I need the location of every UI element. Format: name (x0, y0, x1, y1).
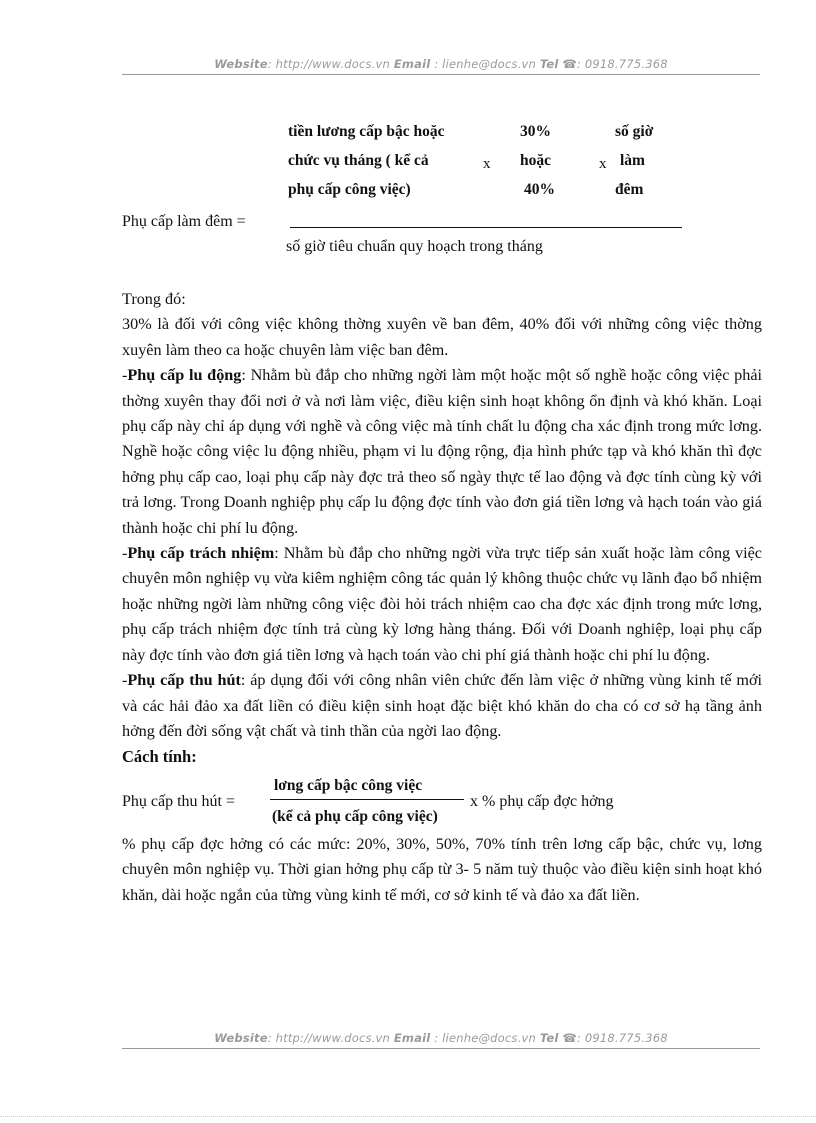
times-sign: x (483, 156, 491, 172)
formula1-col1-line3: phụ cấp công việc) (288, 181, 411, 198)
website-label: Website (214, 1031, 268, 1045)
attraction-allowance-formula (122, 770, 762, 832)
tel-value: : 0918.775.368 (576, 1031, 668, 1045)
formula2-suffix: x % phụ cấp đợc hởng (470, 792, 614, 810)
formula1-col1-line2: chức vụ tháng ( kể cả (288, 152, 429, 169)
fraction-bar (270, 799, 464, 800)
email-value[interactable]: : lienhe@docs.vn (434, 57, 536, 71)
paragraph: Trong đó: (122, 290, 186, 308)
fraction-bar (290, 227, 682, 228)
phone-icon: ☎ (562, 57, 577, 71)
times-sign: x (599, 156, 607, 172)
formula1-col2-line3: 40% (524, 181, 555, 198)
cach-tinh-heading: Cách tính: (122, 747, 197, 767)
section-heading: Phụ cấp trách nhiệm (127, 544, 275, 563)
website-value[interactable]: : http://www.docs.vn (267, 1031, 391, 1045)
email-label: Email (393, 1031, 431, 1045)
document-body (122, 287, 762, 908)
website-label: Website (214, 57, 268, 71)
tel-value: : 0918.775.368 (576, 57, 668, 71)
page-header (122, 57, 760, 71)
formula2-numerator: lơng cấp bậc công việc (274, 776, 423, 794)
paragraph: 30% là đối với công việc không thờng xuyên về ban đêm, 40% đối với những công việc thờng xuyên làm theo ca hoặc chuyên làm việc ban đêm. (122, 315, 762, 359)
paragraph: -Phụ cấp trách nhiệm: Nhằm bù đắp cho những ngời vừa trực tiếp sản xuất hoặc làm công việc chuyên môn nghiệp vụ vừa kiêm nghiệm công tác quản lý không thuộc chức vụ lãnh đạo bổ nhiệm hoặc những ngời làm những công việc đòi hỏi trách nhiệm cao cha đợc xác định trong mức lơng, phụ cấp trách nhiệm đợc tính trả cùng kỳ lơng hàng tháng. Đối với Doanh nghiệp, loại phụ cấp này đợc tính vào đơn giá tiền lơng và hạch toán vào chi phí giá thành hoặc chi phí lu động. (122, 544, 762, 664)
formula1-col2-line1: 30% (520, 123, 551, 140)
section-heading: Phụ cấp lu động (127, 366, 242, 385)
email-label: Email (393, 57, 431, 71)
formula1-col3-line2: làm (620, 152, 645, 169)
footer-rule (122, 1048, 760, 1049)
formula1-col3-line3: đêm (615, 181, 644, 198)
page-edge (0, 1116, 816, 1117)
phone-icon: ☎ (562, 1031, 577, 1045)
header-rule (122, 74, 760, 75)
paragraph: -Phụ cấp thu hút: áp dụng đối với công nhân viên chức đến làm việc ở những vùng kinh tế mới và các hải đảo xa đất liền có điều kiện sinh hoạt đặc biệt khó khăn do cha có cơ sở hạ tầng ảnh hởng đến đời sống vật chất và tinh thần của ngời lao động. (122, 671, 763, 740)
formula1-col2-line2: hoặc (520, 152, 551, 169)
paragraph: % phụ cấp đợc hởng có các mức: 20%, 30%, 50%, 70% tính trên lơng cấp bậc, chức vụ, lơng chuyên môn nghiệp vụ. Thời gian hởng phụ cấp từ 3- 5 năm tuỳ thuộc vào điều kiện sinh hoạt khó khăn, dài hoặc ngắn của từng vùng kinh tế mới, cơ sở kinh tế và đảo xa đất liền. (122, 834, 762, 904)
formula1-denominator: số giờ tiêu chuẩn quy hoạch trong tháng (286, 238, 543, 255)
page-footer (122, 1031, 760, 1045)
tel-label: Tel (539, 1031, 559, 1045)
formula1-label: Phụ cấp làm đêm = (122, 213, 246, 230)
formula2-label: Phụ cấp thu hút = (122, 792, 236, 810)
paragraph: -Phụ cấp lu động: Nhằm bù đắp cho những ngời làm một hoặc một số nghề hoặc công việc phải thờng xuyên thay đổi nơi ở và nơi làm việc, điều kiện sinh hoạt không ổn định và khó khăn. Loại phụ cấp này chỉ áp dụng với nghề và công việc mà tính chất lu động cha xác định trong mức lơng. Nghề hoặc công việc lu động nhiều, phạm vi lu động rộng, địa hình phức tạp và khó khăn thì đợc hởng phụ cấp cao, loại phụ cấp này đợc trả theo số ngày thực tế lao động và đợc tính cùng kỳ với trả lơng. Trong Doanh nghiệp phụ cấp lu động đợc tính vào đơn giá tiền lơng và hạch toán vào giá thành hoặc chi phí lu động. (122, 366, 762, 537)
formula1-col1-line1: tiền lương cấp bậc hoặc (288, 123, 445, 140)
formula1-col3-line1: số giờ (615, 123, 654, 140)
tel-label: Tel (539, 57, 559, 71)
section-heading: Phụ cấp thu hút (127, 671, 241, 690)
email-value[interactable]: : lienhe@docs.vn (434, 1031, 536, 1045)
formula2-denominator: (kể cả phụ cấp công việc) (272, 807, 438, 825)
website-value[interactable]: : http://www.docs.vn (267, 57, 391, 71)
